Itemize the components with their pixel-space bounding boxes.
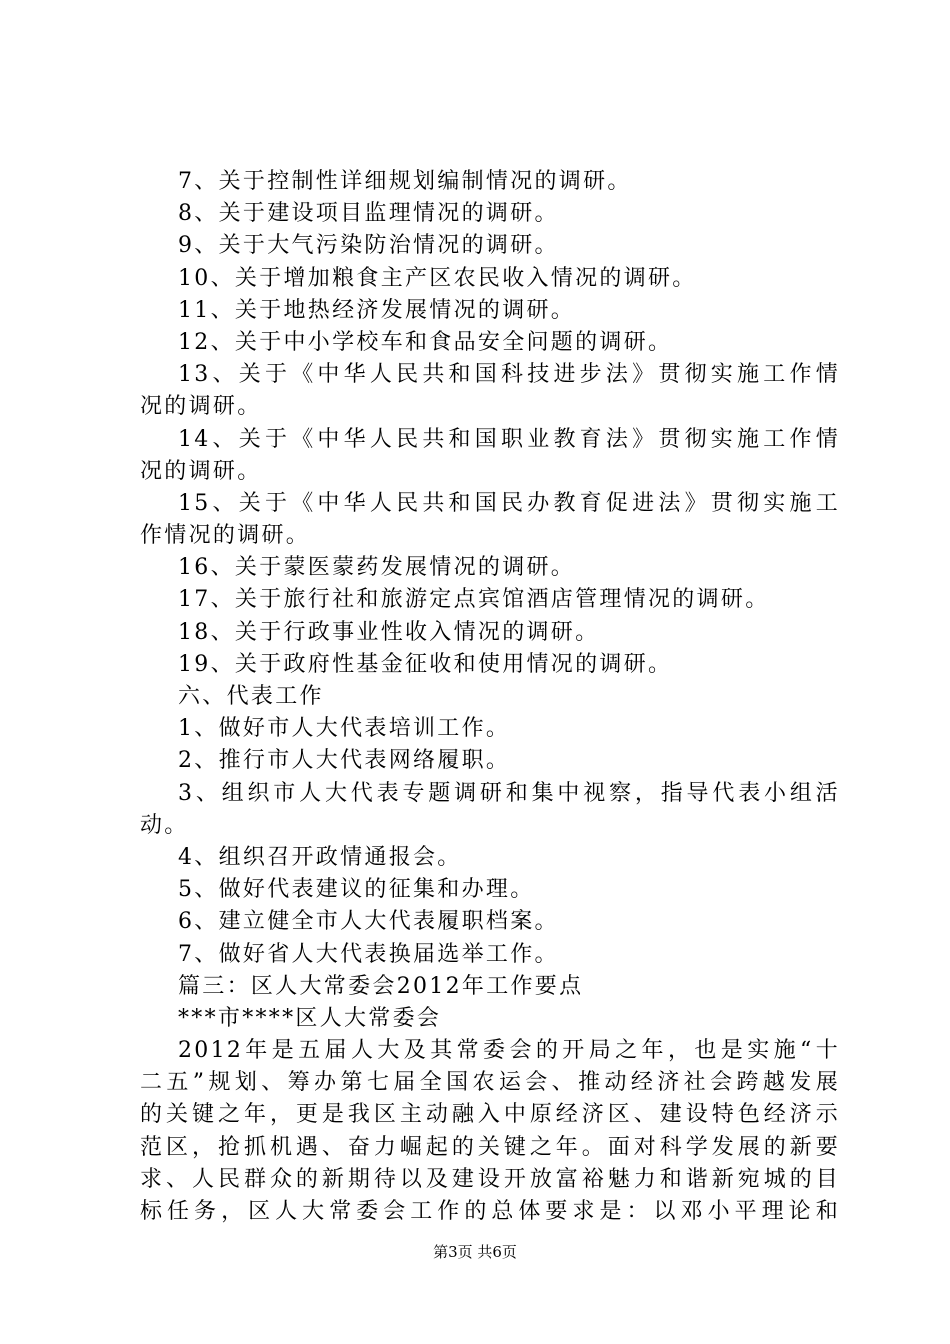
- text-line: 标任务，区人大常委会工作的总体要求是：以邓小平理论和: [140, 1199, 840, 1224]
- text-line: 7、做好省人大代表换届选举工作。: [178, 941, 559, 967]
- text-line: 18、关于行政事业性收入情况的调研。: [178, 619, 600, 645]
- text-line: 13、关于《中华人民共和国科技进步法》贯彻实施工作情: [178, 362, 840, 388]
- text-line: 10、关于增加粮食主产区农民收入情况的调研。: [178, 265, 697, 291]
- section-heading: 六、代表工作: [178, 684, 324, 709]
- text-line: 5、做好代表建议的征集和办理。: [178, 877, 535, 903]
- document-body: [140, 166, 840, 1228]
- text-line: 作情况的调研。: [140, 523, 311, 549]
- text-line: 12、关于中小学校车和食品安全问题的调研。: [178, 329, 673, 355]
- text-line: 范区，抢抓机遇、奋力崛起的关键之年。面对科学发展的新要: [140, 1134, 840, 1160]
- text-line: 16、关于蒙医蒙药发展情况的调研。: [178, 555, 576, 581]
- text-line: 11、关于地热经济发展情况的调研。: [178, 297, 576, 323]
- text-line: 19、关于政府性基金征收和使用情况的调研。: [178, 651, 673, 677]
- text-line: 求、人民群众的新期待以及建设开放富裕魅力和谐新宛城的目: [140, 1166, 840, 1192]
- text-line: 14、关于《中华人民共和国职业教育法》贯彻实施工作情: [178, 426, 840, 452]
- text-line: 15、关于《中华人民共和国民办教育促进法》贯彻实施工: [178, 490, 840, 516]
- text-line: 况的调研。: [140, 458, 262, 484]
- text-line: 9、关于大气污染防治情况的调研。: [178, 233, 559, 259]
- page-number-footer: 第3页 共6页: [433, 1243, 517, 1261]
- text-line: 3、组织市人大代表专题调研和集中视察，指导代表小组活: [178, 780, 840, 806]
- text-line: 6、建立健全市人大代表履职档案。: [178, 909, 559, 935]
- text-line: 4、组织召开政情通报会。: [178, 844, 462, 870]
- text-line: 1、做好市人大代表培训工作。: [178, 716, 511, 742]
- text-line: 7、关于控制性详细规划编制情况的调研。: [178, 169, 632, 194]
- text-line: 的关键之年，更是我区主动融入中原经济区、建设特色经济示: [140, 1102, 840, 1128]
- text-line: 2、推行市人大代表网络履职。: [178, 748, 511, 774]
- text-line: 8、关于建设项目监理情况的调研。: [178, 201, 559, 227]
- text-line: 2012年是五届人大及其常委会的开局之年，也是实施“十: [178, 1038, 840, 1064]
- author-line: ***市****区人大常委会: [178, 1005, 442, 1031]
- text-line: 况的调研。: [140, 394, 262, 420]
- text-line: 17、关于旅行社和旅游定点宾馆酒店管理情况的调研。: [178, 587, 770, 613]
- text-line: 二五”规划、筹办第七届全国农运会、推动经济社会跨越发展: [140, 1070, 840, 1096]
- text-line: 动。: [140, 812, 189, 838]
- chapter-title: 篇三：区人大常委会2012年工作要点: [178, 973, 584, 999]
